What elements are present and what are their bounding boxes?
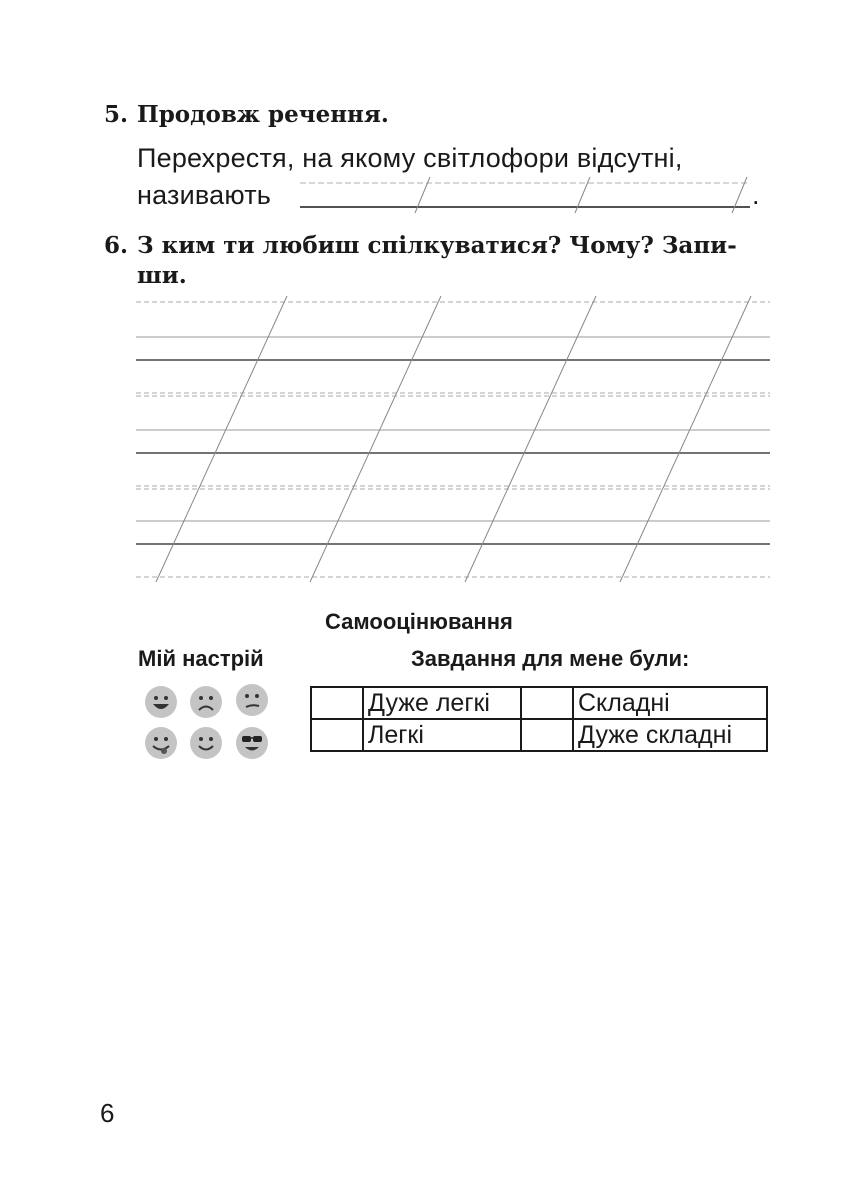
frowning-face-icon[interactable] xyxy=(189,685,223,719)
tasks-were-label: Завдання для мене були: xyxy=(411,646,690,671)
task-6-title-line1: З ким ти любиш спілкуватися? Чому? Запи- xyxy=(137,232,737,259)
table-row xyxy=(311,687,767,719)
checkbox-very-easy[interactable] xyxy=(311,687,363,719)
task-6-number: 6. xyxy=(104,232,129,259)
task-5-sentence-end: . xyxy=(752,180,760,210)
option-very-difficult: Дуже складні xyxy=(573,719,767,751)
task-5-title: Продовж речення. xyxy=(137,101,389,128)
task-6-title-line2: ши. xyxy=(137,262,187,289)
checkbox-very-difficult[interactable] xyxy=(521,719,573,751)
option-very-easy: Дуже легкі xyxy=(363,687,521,719)
confused-face-icon[interactable] xyxy=(235,683,269,717)
page-number: 6 xyxy=(100,1098,115,1128)
option-difficult: Складні xyxy=(573,687,767,719)
smiling-face-icon[interactable] xyxy=(189,726,223,760)
task-5-number: 5. xyxy=(104,101,129,128)
writing-lines[interactable] xyxy=(130,290,780,590)
task-5-sentence-start: називають xyxy=(137,180,272,210)
checkbox-difficult[interactable] xyxy=(521,687,573,719)
task-5-answer-line[interactable] xyxy=(295,175,765,215)
sunglasses-face-icon[interactable] xyxy=(235,726,269,760)
checkbox-easy[interactable] xyxy=(311,719,363,751)
tongue-face-icon[interactable] xyxy=(144,726,178,760)
difficulty-table xyxy=(310,686,768,752)
task-5-sentence-line1: Перехрестя, на якому світлофори відсутні, xyxy=(137,143,683,173)
table-row xyxy=(311,719,767,751)
option-easy: Легкі xyxy=(363,719,521,751)
self-assessment-title: Самооцінювання xyxy=(325,609,513,634)
grinning-face-icon[interactable] xyxy=(144,685,178,719)
mood-label: Мій настрій xyxy=(138,646,264,671)
